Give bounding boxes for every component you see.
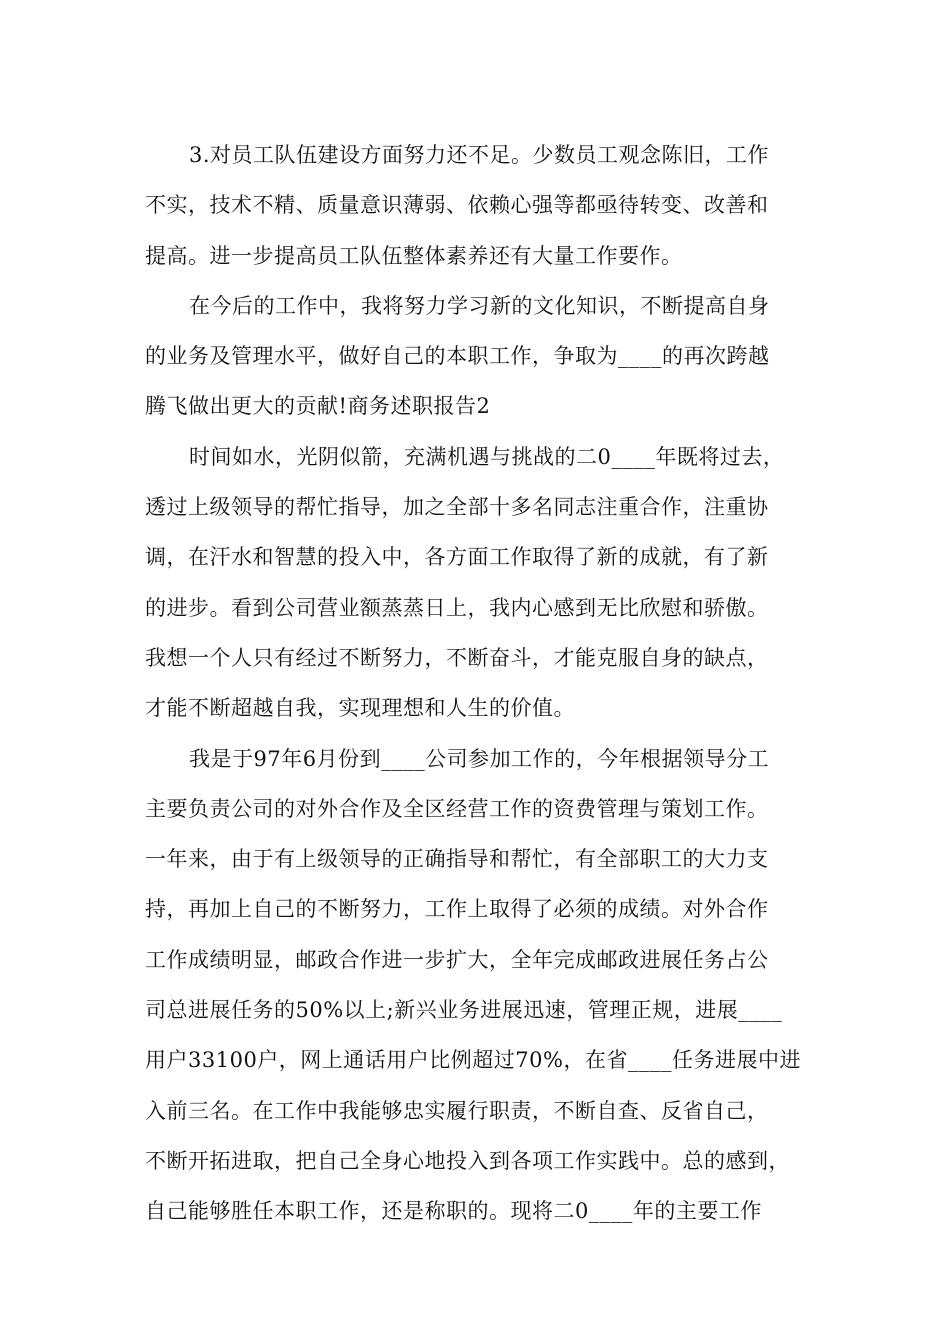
- paragraph-line: 的进步。看到公司营业额蒸蒸日上，我内心感到无比欣慰和骄傲。: [145, 595, 769, 620]
- paragraph-line: 在今后的工作中，我将努力学习新的文化知识，不断提高自身: [189, 293, 770, 318]
- paragraph-line: 时间如水，光阴似箭，充满机遇与挑战的二0____年既将过去，: [189, 444, 785, 469]
- paragraph-line: 透过上级领导的帮忙指导，加之全部十多名同志注重合作，注重协: [145, 495, 769, 520]
- paragraph-line: 一年来，由于有上级领导的正确指导和帮忙，有全部职工的大力支: [145, 847, 769, 872]
- paragraph-line: 入前三名。在工作中我能够忠实履行职责，不断自查、反省自己，: [145, 1098, 769, 1123]
- paragraph-line: 提高。进一步提高员工队伍整体素养还有大量工作要作。: [145, 243, 683, 268]
- paragraph-line: 3.对员工队伍建设方面努力还不足。少数员工观念陈旧，工作: [189, 143, 770, 167]
- paragraph-line: 持，再加上自己的不断努力，工作上取得了必须的成绩。对外合作: [145, 897, 769, 922]
- paragraph-line: 才能不断超越自我，实现理想和人生的价值。: [145, 696, 575, 721]
- paragraph-line: 腾飞做出更大的贡献!商务述职报告2: [145, 394, 491, 419]
- paragraph-line: 自己能够胜任本职工作，还是称职的。现将二0____年的主要工作: [145, 1199, 762, 1224]
- paragraph-line: 我想一个人只有经过不断努力，不断奋斗，才能克服自身的缺点，: [145, 645, 769, 670]
- paragraph-line: 工作成绩明显，邮政合作进一步扩大，全年完成邮政进展任务占公: [145, 947, 769, 972]
- paragraph-line: 司总进展任务的50%以上;新兴业务进展迅速，管理正规，进展____: [145, 998, 783, 1023]
- body-text: [145, 130, 835, 1237]
- paragraph-line: 主要负责公司的对外合作及全区经营工作的资费管理与策划工作。: [145, 796, 769, 821]
- paragraph-line: 的业务及管理水平，做好自己的本职工作，争取为____的再次跨越: [145, 344, 770, 369]
- paragraph-line: 我是于97年6月份到____公司参加工作的，今年根据领导分工: [189, 746, 770, 771]
- paragraph-line: 不实，技术不精、质量意识薄弱、依赖心强等都亟待转变、改善和: [145, 193, 769, 218]
- paragraph-line: 调，在汗水和智慧的投入中，各方面工作取得了新的成就，有了新: [145, 545, 769, 570]
- paragraph-line: 不断开拓进取，把自己全身心地投入到各项工作实践中。总的感到，: [145, 1148, 790, 1173]
- paragraph-line: 用户33100户，网上通话用户比例超过70%，在省____任务进展中进: [145, 1048, 801, 1073]
